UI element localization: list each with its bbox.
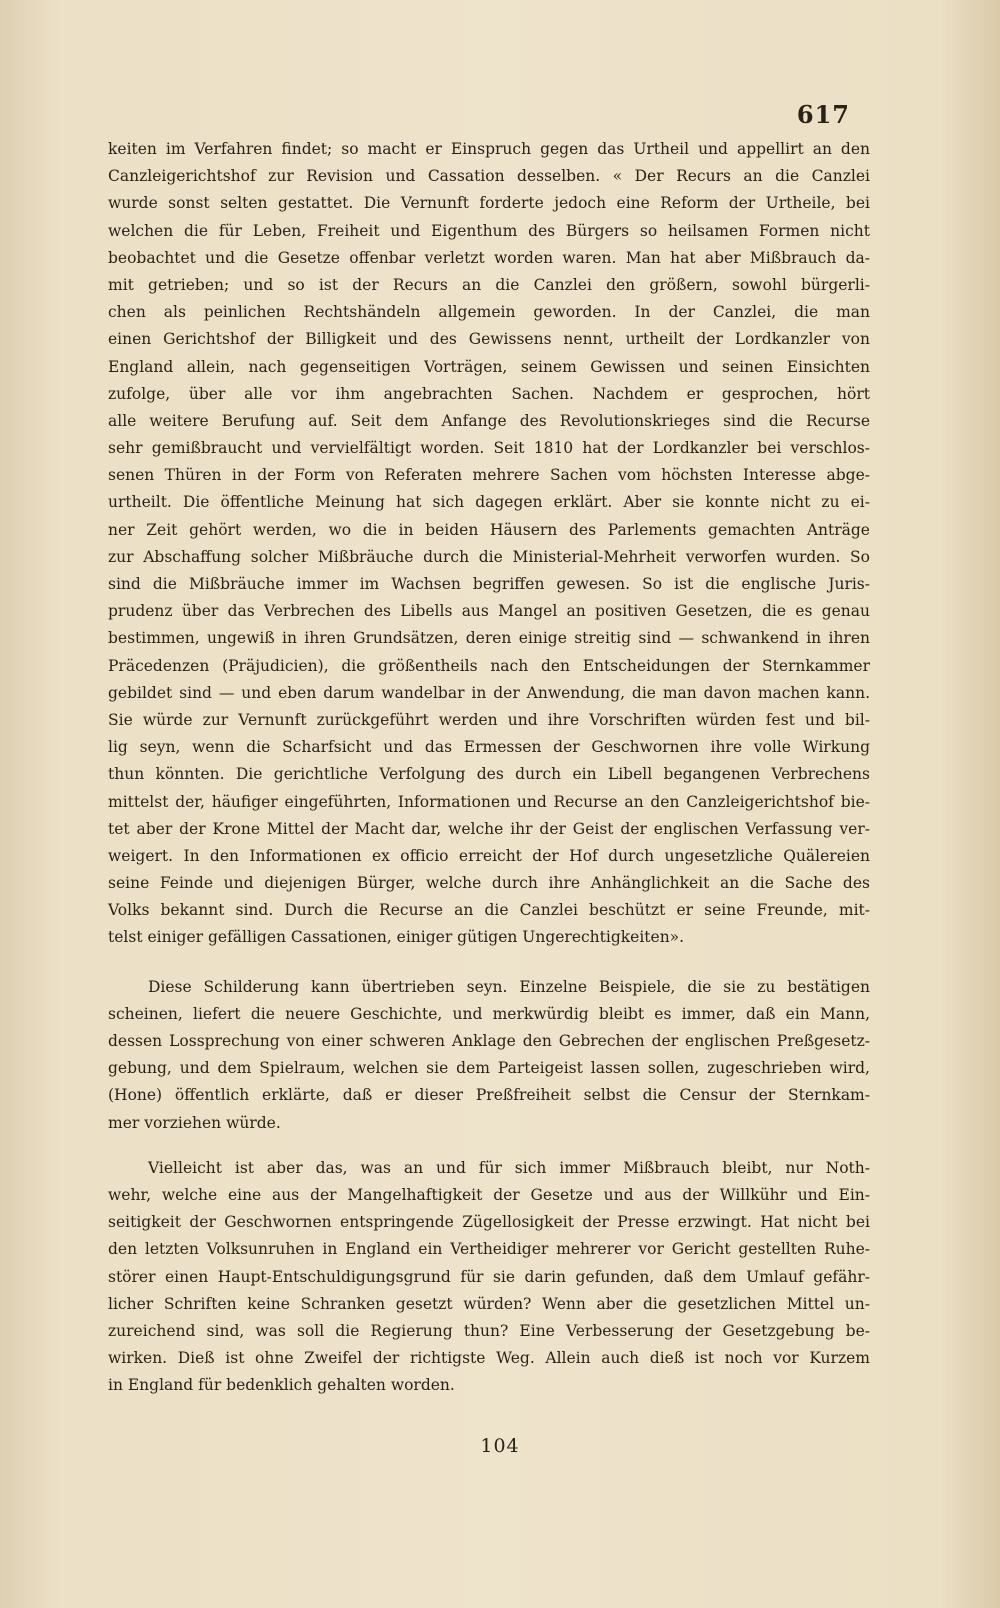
text-line: zufolge, über alle vor ihm angebrachten Sachen. Nachdem er gesprochen, hört <box>108 384 870 403</box>
text-line: wirken. Dieß ist ohne Zweifel der richtigste Weg. Allein auch dieß ist noch vor Kurzem <box>108 1349 870 1368</box>
paragraph <box>108 136 870 952</box>
text-line: tet aber der Krone Mittel der Macht dar, welche ihr der Geist der englischen Verfassung ver- <box>108 819 870 838</box>
text-line: weigert. In den Informationen ex officio erreicht der Hof durch ungesetzliche Quälereien <box>108 846 870 865</box>
paragraph <box>108 974 870 1137</box>
text-line: (Hone) öffentlich erklärte, daß er dieser Preßfreiheit selbst die Censur der Sternkam- <box>108 1086 870 1105</box>
text-line: Sie würde zur Vernunft zurückgeführt werden und ihre Vorschriften würden fest und bil- <box>108 710 870 729</box>
text-line: wurde sonst selten gestattet. Die Vernunft forderte jedoch eine Reform der Urtheile, bei <box>108 194 870 213</box>
paragraph-gap <box>108 952 870 974</box>
text-line: mittelst der, häufiger eingeführten, Informationen und Recurse an den Canzleigerichtshof bie- <box>108 792 870 811</box>
text-line: zur Abschaffung solcher Mißbräuche durch die Ministerial-Mehrheit verworfen wurden. So <box>108 547 870 566</box>
text-line: gebung, und dem Spielraum, welchen sie dem Parteigeist lassen sollen, zugeschrieben wird, <box>108 1059 870 1078</box>
text-line: thun könnten. Die gerichtliche Verfolgung des durch ein Libell begangenen Verbrechens <box>108 765 870 784</box>
text-line: wehr, welche eine aus der Mangelhaftigkeit der Gesetze und aus der Willkühr und Ein- <box>108 1185 870 1204</box>
text-line: welchen die für Leben, Freiheit und Eigenthum des Bürgers so heilsamen Formen nicht <box>108 221 870 240</box>
text-line: dessen Lossprechung von einer schweren Anklage den Gebrechen der englischen Preßgesetz- <box>108 1032 870 1050</box>
text-line: England allein, nach gegenseitigen Vorträgen, seinem Gewissen und seinen Einsichten <box>108 357 870 376</box>
text-line: den letzten Volksunruhen in England ein Vertheidiger mehrerer vor Gericht gestellten Ruhe- <box>108 1240 870 1259</box>
body-text <box>108 136 870 1399</box>
text-line: telst einiger gefälligen Cassationen, einiger gütigen Ungerechtigkeiten». <box>108 928 685 947</box>
text-line: alle weitere Berufung auf. Seit dem Anfange des Revolutionskrieges sind die Recurse <box>108 411 870 430</box>
text-line: störer einen Haupt-Entschuldigungsgrund für sie darin gefunden, daß dem Umlauf gefähr- <box>108 1267 870 1286</box>
text-line: beobachtet und die Gesetze offenbar verletzt worden waren. Man hat aber Mißbrauch da- <box>108 248 870 267</box>
text-line: scheinen, liefert die neuere Geschichte, und merkwürdig bleibt es immer, daß ein Mann, <box>108 1004 870 1023</box>
text-line: sind die Mißbräuche immer im Wachsen begriffen gewesen. So ist die englische Juris- <box>108 575 870 593</box>
text-line: ner Zeit gehört werden, wo die in beiden Häusern des Parlements gemachten Anträge <box>108 520 870 539</box>
text-line: chen als peinlichen Rechtshändeln allgemein geworden. In der Canzlei, die man <box>108 303 870 322</box>
text-line: bestimmen, ungewiß in ihren Grundsätzen, deren einige streitig sind — schwankend in ihren <box>108 629 870 648</box>
text-line: licher Schriften keine Schranken gesetzt würden? Wenn aber die gesetzlichen Mittel un- <box>108 1294 870 1313</box>
text-line: Canzleigerichtshof zur Revision und Cassation desselben. « Der Recurs an die Canzlei <box>108 167 870 186</box>
paragraph-gap <box>108 1137 870 1155</box>
text-line: einen Gerichtshof der Billigkeit und des Gewissens nennt, urtheilt der Lordkanzler von <box>108 330 870 349</box>
text-line: gebildet sind — und eben darum wandelbar in der Anwendung, die man davon machen kann. <box>108 683 870 702</box>
text-line: seine Feinde und diejenigen Bürger, welche durch ihre Anhänglichkeit an die Sache des <box>108 874 870 893</box>
text-line: urtheilt. Die öffentliche Meinung hat sich dagegen erklärt. Aber sie konnte nicht zu ei- <box>108 493 870 512</box>
text-line: senen Thüren in der Form von Referaten mehrere Sachen vom höchsten Interesse abge- <box>108 466 870 485</box>
text-line: mit getrieben; und so ist der Recurs an die Canzlei den größern, sowohl bürgerli- <box>108 275 870 294</box>
signature-mark: 104 <box>480 1435 520 1457</box>
text-line: seitigkeit der Geschwornen entspringende Zügellosigkeit der Presse erzwingt. Hat nicht bei <box>108 1213 870 1232</box>
text-line: keiten im Verfahren findet; so macht er Einspruch gegen das Urtheil und appellirt an den <box>108 140 870 158</box>
text-line: prudenz über das Verbrechen des Libells aus Mangel an positiven Gesetzen, die es genau <box>108 602 870 621</box>
paragraph <box>108 1155 870 1400</box>
text-line: sehr gemißbraucht und vervielfältigt worden. Seit 1810 hat der Lordkanzler bei verschlos- <box>108 439 870 458</box>
text-line: mer vorziehen würde. <box>108 1113 281 1132</box>
text-line: in England für bedenklich gehalten worden. <box>108 1376 455 1395</box>
page-number: 617 <box>796 100 850 129</box>
text-line: Vielleicht ist aber das, was an und für sich immer Mißbrauch bleibt, nur Noth- <box>148 1158 870 1177</box>
text-line: Diese Schilderung kann übertrieben seyn. Einzelne Beispiele, die sie zu bestätigen <box>148 977 870 996</box>
text-line: Präcedenzen (Präjudicien), die größentheils nach den Entscheidungen der Sternkammer <box>108 656 870 675</box>
text-line: lig seyn, wenn die Scharfsicht und das Ermessen der Geschwornen ihre volle Wirkung <box>108 738 870 757</box>
text-line: zureichend sind, was soll die Regierung thun? Eine Verbesserung der Gesetzgebung be- <box>108 1321 870 1340</box>
text-line: Volks bekannt sind. Durch die Recurse an die Canzlei beschützt er seine Freunde, mit- <box>108 901 870 920</box>
